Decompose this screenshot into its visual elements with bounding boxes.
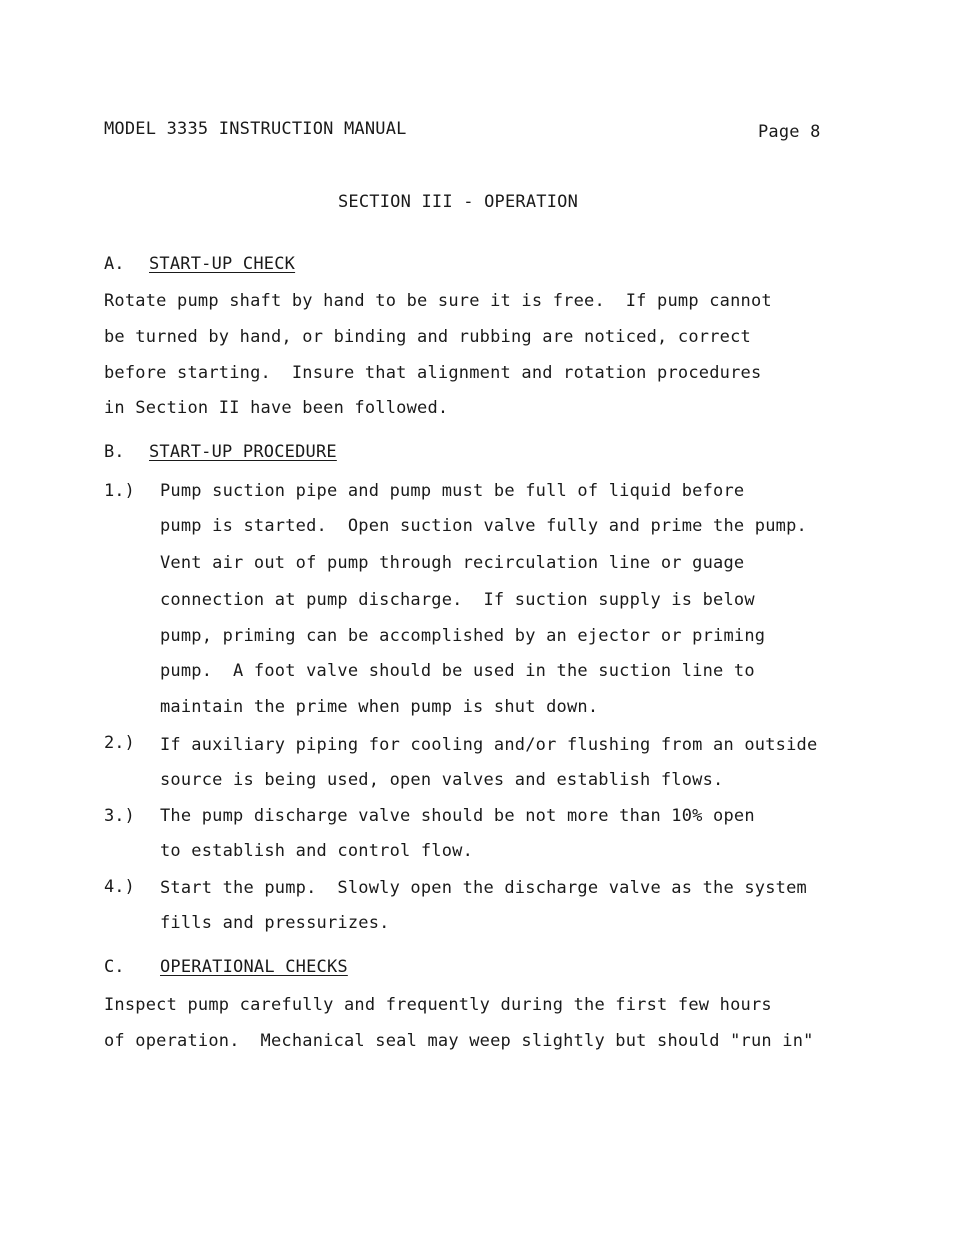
section-c-line: of operation. Mechanical seal may weep slightly but should "run in" (104, 1031, 814, 1051)
item-line: pump, priming can be accomplished by an ejector or priming (160, 626, 766, 646)
item-number: 4.) (104, 877, 135, 897)
item-line: The pump discharge valve should be not more than 10% open (160, 806, 755, 826)
section-c-letter: C. (104, 957, 125, 977)
item-line: connection at pump discharge. If suction supply is below (160, 590, 755, 610)
section-a-letter: A. (104, 254, 125, 274)
item-line: Vent air out of pump through recirculation line or guage (160, 553, 745, 573)
item-line: source is being used, open valves and establish flows. (160, 770, 724, 790)
section-a-line: be turned by hand, or binding and rubbing are noticed, correct (104, 327, 751, 347)
section-a-heading: START-UP CHECK (149, 254, 296, 274)
item-line: Start the pump. Slowly open the discharge valve as the system (160, 878, 807, 898)
item-number: 1.) (104, 481, 135, 501)
item-number: 3.) (104, 806, 135, 826)
section-a-line: before starting. Insure that alignment and rotation procedures (104, 363, 762, 383)
item-line: maintain the prime when pump is shut down. (160, 697, 599, 717)
section-a-line: in Section II have been followed. (104, 398, 449, 418)
item-line: Pump suction pipe and pump must be full of liquid before (160, 481, 745, 501)
page-number: Page 8 (758, 122, 821, 142)
section-b-heading: START-UP PROCEDURE (149, 442, 337, 462)
item-line: pump is started. Open suction valve fully and prime the pump. (160, 516, 807, 536)
item-line: to establish and control flow. (160, 841, 474, 861)
item-line: pump. A foot valve should be used in the suction line to (160, 661, 755, 681)
item-number: 2.) (104, 733, 135, 753)
item-line: fills and pressurizes. (160, 913, 390, 933)
section-title: SECTION III - OPERATION (338, 192, 579, 212)
section-c-heading: OPERATIONAL CHECKS (160, 957, 348, 977)
section-b-letter: B. (104, 442, 125, 462)
manual-title: MODEL 3335 INSTRUCTION MANUAL (104, 119, 407, 139)
item-line: If auxiliary piping for cooling and/or flushing from an outside (160, 735, 818, 755)
section-a-line: Rotate pump shaft by hand to be sure it is free. If pump cannot (104, 291, 772, 311)
section-c-line: Inspect pump carefully and frequently during the first few hours (104, 995, 772, 1015)
